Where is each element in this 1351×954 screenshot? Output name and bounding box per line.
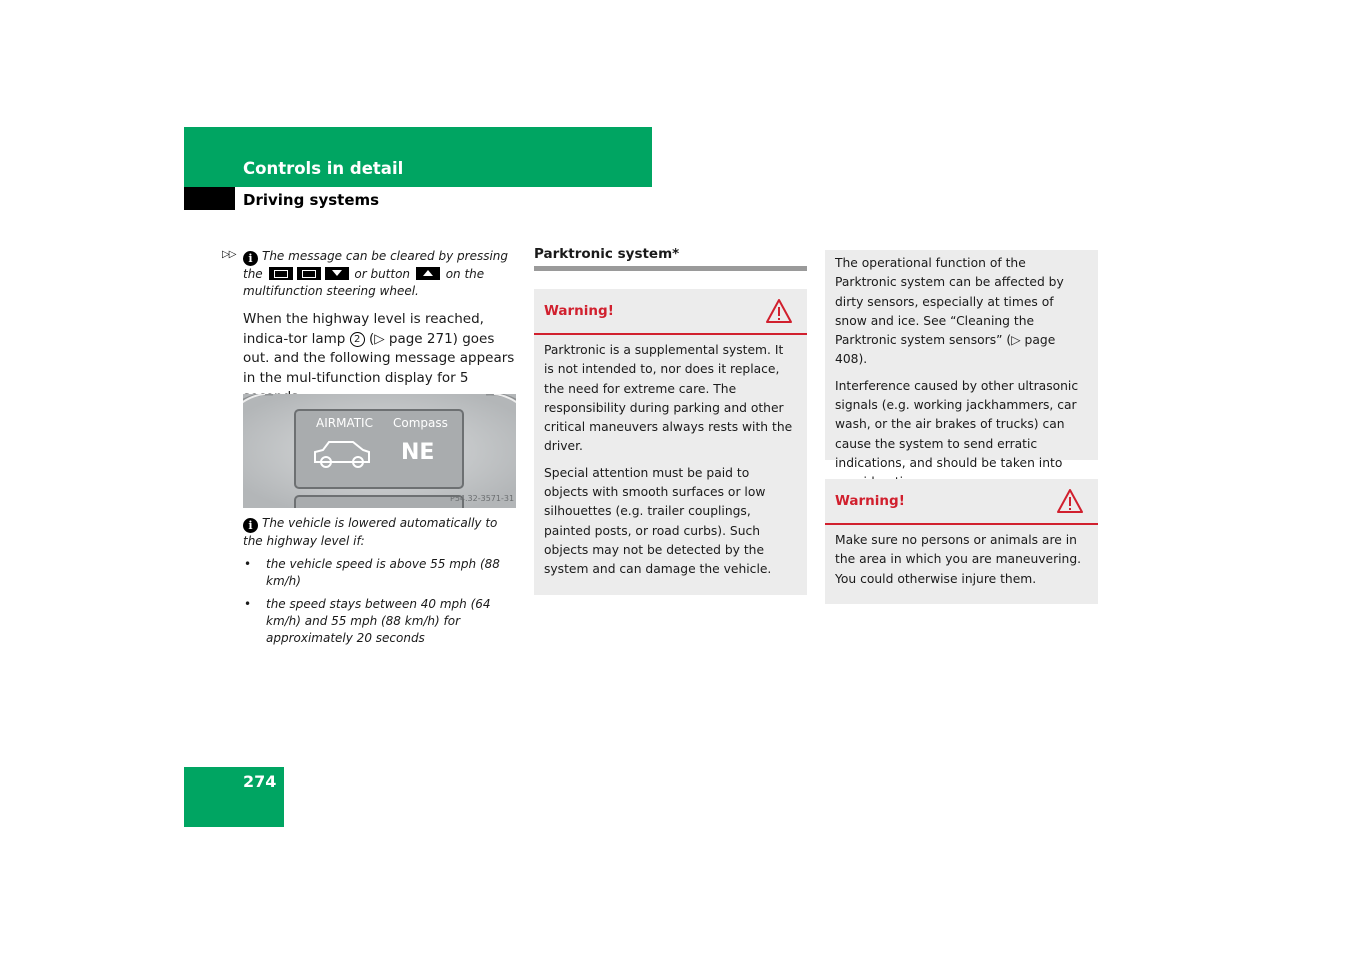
multifunction-display-figure [243,394,516,508]
warning-triangle-icon [1056,488,1084,514]
info-note-lowering: i The vehicle is lowered automatically to the highway level if: • the vehicle speed is above 55 mph (88 km/h) • the speed stays between 40 mph (64 km/h) and 55 mph (88 km/h) for approximately 20 seconds [243,515,517,653]
display-button-icon [269,267,293,280]
page-number: 274 [243,772,277,791]
warning-paragraph: Special attention must be paid to objects with smooth surfaces or low silhouettes (e.g. trailer couplings, painted posts, or road curbs). Such objects may not be detected by the system and can damage the vehicle. [544,465,772,577]
subsection-title: Driving systems [243,191,380,209]
section-title: Controls in detail [243,159,404,178]
continued-marker: ▷▷ [222,249,236,260]
column-1 [243,248,517,408]
list-item: • the speed stays between 40 mph (64 km/h) and 55 mph (88 km/h) for approximately 20 seconds [243,596,517,647]
warning-box-parktronic [534,289,807,595]
warning-box-persons [825,479,1098,604]
parktronic-info-box [825,250,1098,470]
compass-label: Compass [393,416,448,430]
info-note-clear-message: i The message can be cleared by pressing the or button on the multifunction steering wheel. [243,249,509,298]
lowering-conditions-list [243,556,517,647]
info-icon: i [243,251,258,266]
highway-level-paragraph: When the highway level is reached, indica-tor lamp 2 (▷ page 271) goes out. and the following message appears in the mul-tifunction display for 5 [243,311,515,386]
arrow-up-button-icon [416,267,440,280]
list-item: • the vehicle speed is above 55 mph (88 km/h) [243,556,517,590]
subsection-marker [184,187,235,210]
display-button-icon [297,267,321,280]
airmatic-label: AIRMATIC [316,416,373,430]
info-paragraph: The operational function of the Parktronic system can be affected by dirty sensors, especially at times of snow and ice. See “Cleaning the Parktronic system sensors” (▷ page 408). [835,256,1064,367]
lamp-number: 2 [350,332,365,347]
parktronic-heading: Parktronic system* [534,246,680,262]
compass-heading: NE [401,440,435,465]
header-band [184,127,652,187]
warning-paragraph: Parktronic is a supplemental system. It is not intended to, nor does it replace, the need for extreme care. The responsibility during parking and other critical maneuvers always rests with the driver. [544,343,793,454]
warning-triangle-icon [765,298,793,324]
arrow-down-button-icon [325,267,349,280]
warning-paragraph: Make sure no persons or animals are in the area in which you are maneuvering. You could otherwise injure them. [835,533,1082,586]
warning-label: Warning! [835,493,905,509]
heading-rule [534,266,807,271]
cluster-illustration [243,394,516,508]
figure-code: P54.32-3571-31 [450,494,515,503]
warning-label: Warning! [544,303,614,319]
info-paragraph: Interference caused by other ultrasonic signals (e.g. working jackhammers, car wash, or the air brakes of trucks) can cause the system to send erratic indications, and should be taken into [835,378,1079,470]
info-icon: i [243,518,258,533]
